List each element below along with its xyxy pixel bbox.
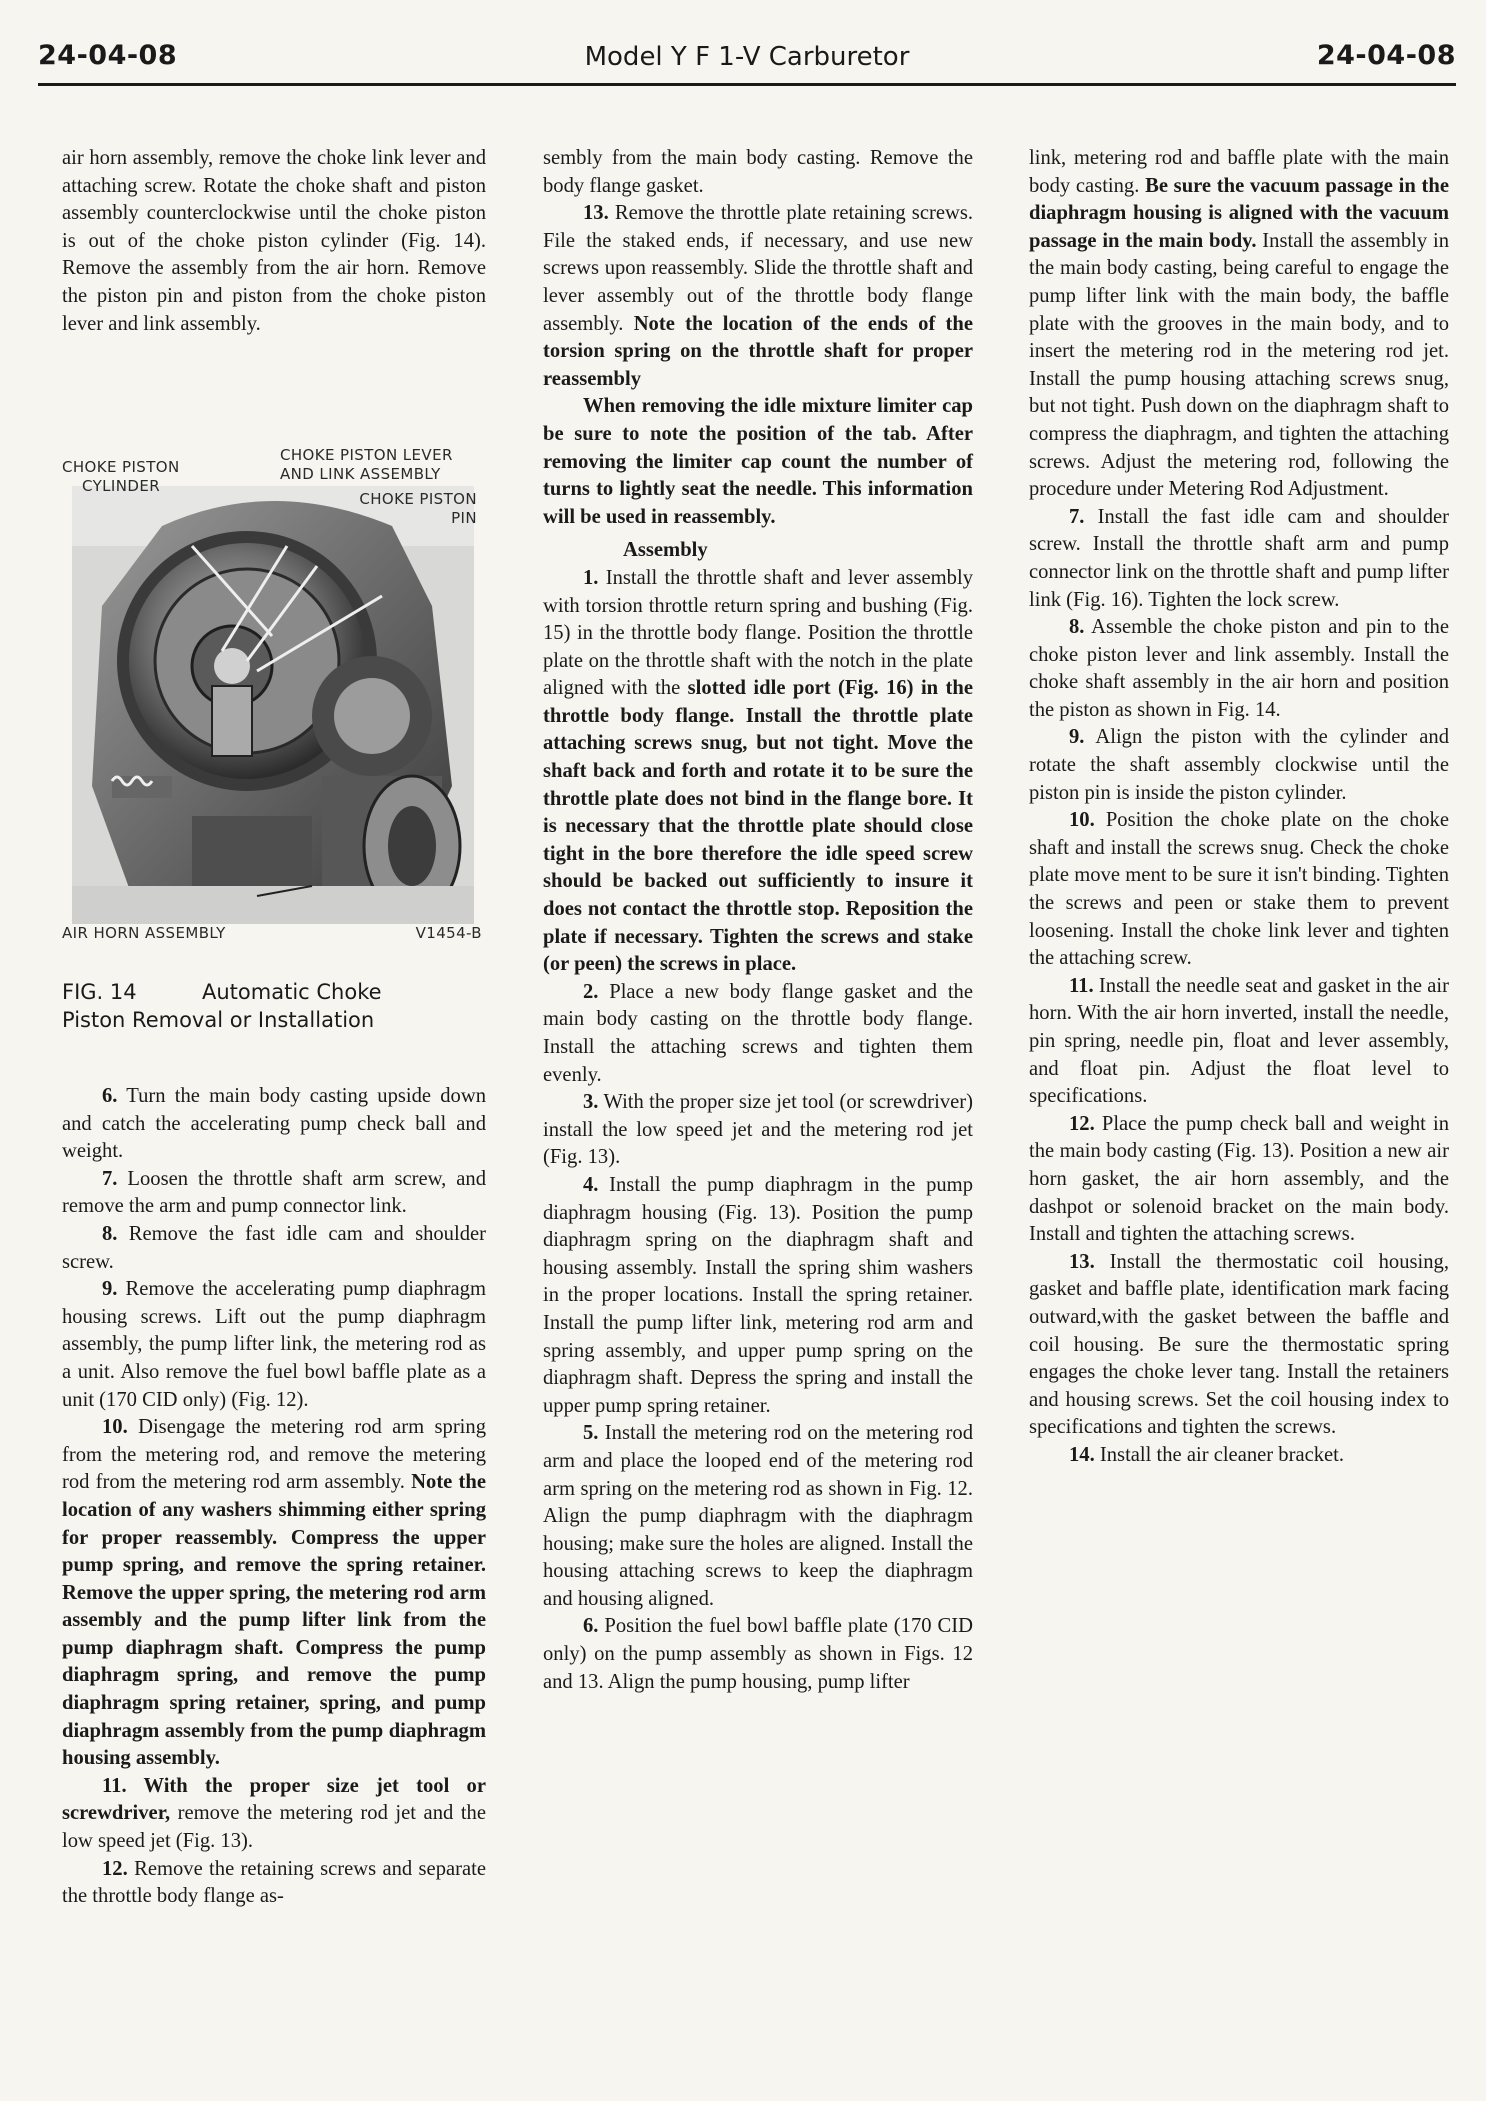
assembly-step-5 (543, 1420, 973, 1613)
label-line: CHOKE PISTON LEVER (280, 446, 453, 464)
column-1-bottom (62, 1083, 486, 1911)
assembly-step-1 (543, 565, 973, 979)
step-number: 11. (102, 1774, 127, 1797)
label-choke-piston-pin (342, 490, 477, 528)
column-1-top (62, 145, 486, 338)
step-text: remove the metering rod jet and the low speed jet (Fig. 13). (62, 1802, 486, 1853)
step-number: 14. (1069, 1443, 1095, 1466)
assembly-step-10 (1029, 807, 1449, 973)
step-text: Disengage the metering rod arm spring from the metering rod, and remove the metering rod from the metering rod arm assembly. (62, 1416, 486, 1494)
step-note: Note the location of any washers shimming either spring for proper reassembly. Compress the upper pump spring, and remove the spring retainer. Remove the upper spring, the metering rod arm assembly and the pump lifter link from the pump diaphragm shaft. Compress the pump diaphragm spring, and remove the pump diaphragm spring retainer, spring, and pump diaphragm assembly from the pump diaphragm housing assembly. (62, 1471, 486, 1770)
section-heading-assembly: Assembly (623, 539, 708, 562)
step-text: Remove the throttle plate retaining screws. File the staked ends, if necessary, and use new screws upon reassembly. Slide the throttle shaft and lever assembly out of the throttle body flange assembly. (543, 202, 973, 335)
step-6 (62, 1083, 486, 1166)
step-text: Turn the main body casting upside down and catch the accelerating pump check ball and weight. (62, 1085, 486, 1163)
assembly-step-8 (1029, 614, 1449, 724)
step-text: Install the air cleaner bracket. (1094, 1443, 1345, 1466)
step-number: 13. (583, 202, 609, 225)
column-2 (543, 145, 973, 1696)
step-note: slotted idle port (Fig. 16) in the throttle body flange. Install the throttle plate attaching screws snug, but not tight. Move the shaft back and forth and rotate it to be sure the throttle plate does not bind in the flange bore. It is necessary that the throttle plate should close tight in the bore therefore the idle speed screw should be backed out sufficiently to insure it does not contact the throttle stop. Reposition the plate if necessary. Tighten the screws and stake (or peen) the screws in place. (543, 677, 973, 976)
step-text: Assemble the choke piston and pin to the choke piston lever and link assembly. Install the choke shaft assembly in the air horn and position the piston as shown in Fig. 14. (1029, 616, 1449, 721)
figure-caption (62, 978, 482, 1034)
page-header (38, 40, 1456, 88)
step-12 (62, 1856, 486, 1911)
carburetor-choke-photo (72, 486, 474, 924)
label-choke-piston-cylinder (62, 458, 180, 496)
header-rule (38, 83, 1456, 86)
step-11 (62, 1773, 486, 1856)
step-9 (62, 1276, 486, 1414)
step-text: Install the thermostatic coil housing, gasket and baffle plate, identification mark facing outward,with the gasket between the baffle and coil housing. Be sure the thermostatic spring engages the choke lever tang. Install the retainers and housing screws. Set the coil housing index to specifications and tighten the screws. (1029, 1250, 1449, 1439)
step-text: Install the needle seat and gasket in the air horn. With the air horn inverted, install the needle, pin spring, needle pin, float and lever assembly, and float pin. Adjust the float level to specifications. (1029, 974, 1449, 1108)
step-number: 12. (1069, 1112, 1095, 1135)
assembly-step-14 (1029, 1442, 1449, 1470)
step-text: Install the metering rod on the metering rod arm and place the looped end of the metering rod arm spring on the metering rod as shown in Fig. 12. Align the pump diaphragm with the diaphragm housing; make sure the holes are aligned. Install the housing attaching screws to keep the diaphragm and housing aligned. (543, 1422, 973, 1610)
step-note: Be sure the vacuum passage in the diaphragm housing is aligned with the vacuum passage in the main body. (1029, 174, 1449, 252)
step-text: Install the pump diaphragm in the pump diaphragm housing (Fig. 13). Position the pump diaphragm spring on the diaphragm shaft and housing assembly. Install the spring shim washers in the proper locations. Install the spring retainer. Install the pump lifter link, metering rod arm and spring assembly, and upper pump spring on the diaphragm shaft. Depress the spring and install the upper pump spring retainer. (543, 1173, 973, 1417)
label-line: CHOKE PISTON (359, 490, 477, 508)
assembly-step-11 (1029, 973, 1449, 1111)
paragraph (1029, 145, 1449, 504)
warning-text: When removing the idle mixture limiter cap be sure to note the position of the tab. After removing the limiter cap count the number of turns to lightly seat the needle. This information will be used in reassembly. (543, 395, 973, 528)
step-text: Remove the retaining screws and separate the throttle body flange as- (62, 1857, 486, 1908)
step-text: Align the piston with the cylinder and rotate the shaft assembly clockwise until the piston pin is inside the piston cylinder. (1029, 726, 1449, 804)
assembly-step-6 (543, 1613, 973, 1696)
step-number: 6. (583, 1615, 599, 1638)
step-8 (62, 1221, 486, 1276)
paragraph: air horn assembly, remove the choke link lever and attaching screw. Rotate the choke shaft and piston assembly counterclockwise until the choke piston is out of the choke piston cylinder (Fig. 14). Remove the assembly from the air horn. Remove the piston pin and piston from the choke piston lever and link assembly. (62, 147, 486, 335)
step-number: 5. (583, 1422, 599, 1445)
assembly-step-4 (543, 1172, 973, 1420)
step-text: Place the pump check ball and weight in the main body casting (Fig. 13). Position a new air horn gasket, the air horn assembly, and the dashpot or solenoid bracket on the main body. Install and tighten the attaching screws. (1029, 1112, 1449, 1246)
figure-14 (62, 436, 482, 956)
page-number-right: 24-04-08 (1316, 40, 1456, 71)
assembly-step-12 (1029, 1111, 1449, 1249)
step-text: Remove the fast idle cam and shoulder screw. (62, 1222, 486, 1273)
assembly-step-7 (1029, 504, 1449, 614)
step-text: Loosen the throttle shaft arm screw, and remove the arm and pump connector link. (62, 1167, 486, 1218)
step-number: 1. (583, 566, 599, 589)
step-7 (62, 1166, 486, 1221)
text: Install the assembly in the main body casting, being careful to engage the pump lifter link with the main body, the baffle plate with the grooves in the main body, and to insert the metering rod in the metering rod jet. Install the pump housing attaching screws snug, but not tight. Push down on the diaphragm shaft to compress the diaphragm, and tighten the attaching screws. Adjust the metering rod, following the procedure under Metering Rod Adjustment. (1029, 229, 1450, 501)
assembly-step-3 (543, 1089, 973, 1172)
step-text: With the proper size jet tool (or screwdriver) install the low speed jet and the metering rod jet (Fig. 13). (543, 1091, 973, 1169)
step-number: 3. (583, 1091, 599, 1114)
page-title: Model Y F 1-V Carburetor (584, 42, 910, 72)
assembly-step-13 (1029, 1249, 1449, 1442)
step-13 (543, 200, 973, 393)
caption-title: Automatic Choke (202, 980, 382, 1004)
step-text: Place a new body flange gasket and the main body casting on the throttle body flange. Install the attaching screws and tighten them evenly. (543, 980, 973, 1086)
assembly-step-2 (543, 979, 973, 1089)
paragraph: sembly from the main body casting. Remove the body flange gasket. (543, 147, 973, 197)
step-text: Remove the accelerating pump diaphragm housing screws. Lift out the pump diaphragm assembly, the pump lifter link, the metering rod as a unit. Also remove the fuel bowl baffle plate as a unit (170 CID only) (Fig. 12). (62, 1278, 486, 1411)
step-number: 13. (1069, 1250, 1095, 1273)
step-number: 7. (1069, 505, 1085, 528)
label-choke-piston-lever (280, 446, 453, 484)
step-number: 4. (583, 1173, 599, 1196)
page-number-left: 24-04-08 (38, 40, 178, 71)
step-number: 10. (102, 1416, 128, 1439)
column-3 (1029, 145, 1449, 1470)
step-number: 9. (1069, 726, 1085, 749)
step-note: Note the location of the ends of the torsion spring on the throttle shaft for proper reassembly (543, 312, 973, 390)
step-note: With the proper size jet tool or screwdriver, (62, 1774, 486, 1825)
step-number: 11. (1069, 974, 1094, 997)
label-air-horn-assembly: AIR HORN ASSEMBLY (62, 924, 226, 942)
step-text: Install the throttle shaft and lever assembly with torsion throttle return spring and bushing (Fig. 15) in the throttle body flange. Position the throttle plate on the throttle shaft with the notch in the plate aligned with the (543, 566, 973, 700)
step-number: 2. (583, 980, 599, 1003)
step-number: 6. (102, 1085, 118, 1107)
text: link, metering rod and baffle plate with the main body casting. (1029, 147, 1449, 197)
assembly-step-9 (1029, 724, 1449, 807)
step-number: 9. (102, 1278, 118, 1301)
step-text: Position the fuel bowl baffle plate (170 CID only) on the pump assembly as shown in Figs. 12 and 13. Align the pump housing, pump lifter (543, 1615, 973, 1693)
step-10 (62, 1414, 486, 1773)
step-text: Position the choke plate on the choke shaft and install the screws snug. Check the choke plate move ment to be sure it isn't binding. Tighten the screws and peen or stake them to prevent loosening. Install the choke link lever and tighten the attaching screw. (1029, 809, 1449, 970)
label-line: CHOKE PISTON (62, 458, 180, 476)
label-line: CYLINDER (82, 477, 161, 495)
label-line: PIN (451, 509, 477, 527)
step-number: 10. (1069, 809, 1095, 832)
step-number: 7. (102, 1167, 118, 1190)
figure-number: FIG. 14 (62, 980, 137, 1004)
figure-code: V1454-B (415, 924, 482, 942)
step-text: Install the fast idle cam and shoulder screw. Install the throttle shaft arm and pump connector link on the throttle shaft and pump lifter link (Fig. 16). Tighten the lock screw. (1029, 505, 1449, 611)
step-number: 12. (102, 1857, 128, 1880)
label-line: AND LINK ASSEMBLY (280, 465, 441, 483)
step-number: 8. (102, 1222, 118, 1245)
step-number: 8. (1069, 616, 1085, 639)
caption-title-2: Piston Removal or Installation (62, 1008, 375, 1032)
warning-note (543, 393, 973, 531)
